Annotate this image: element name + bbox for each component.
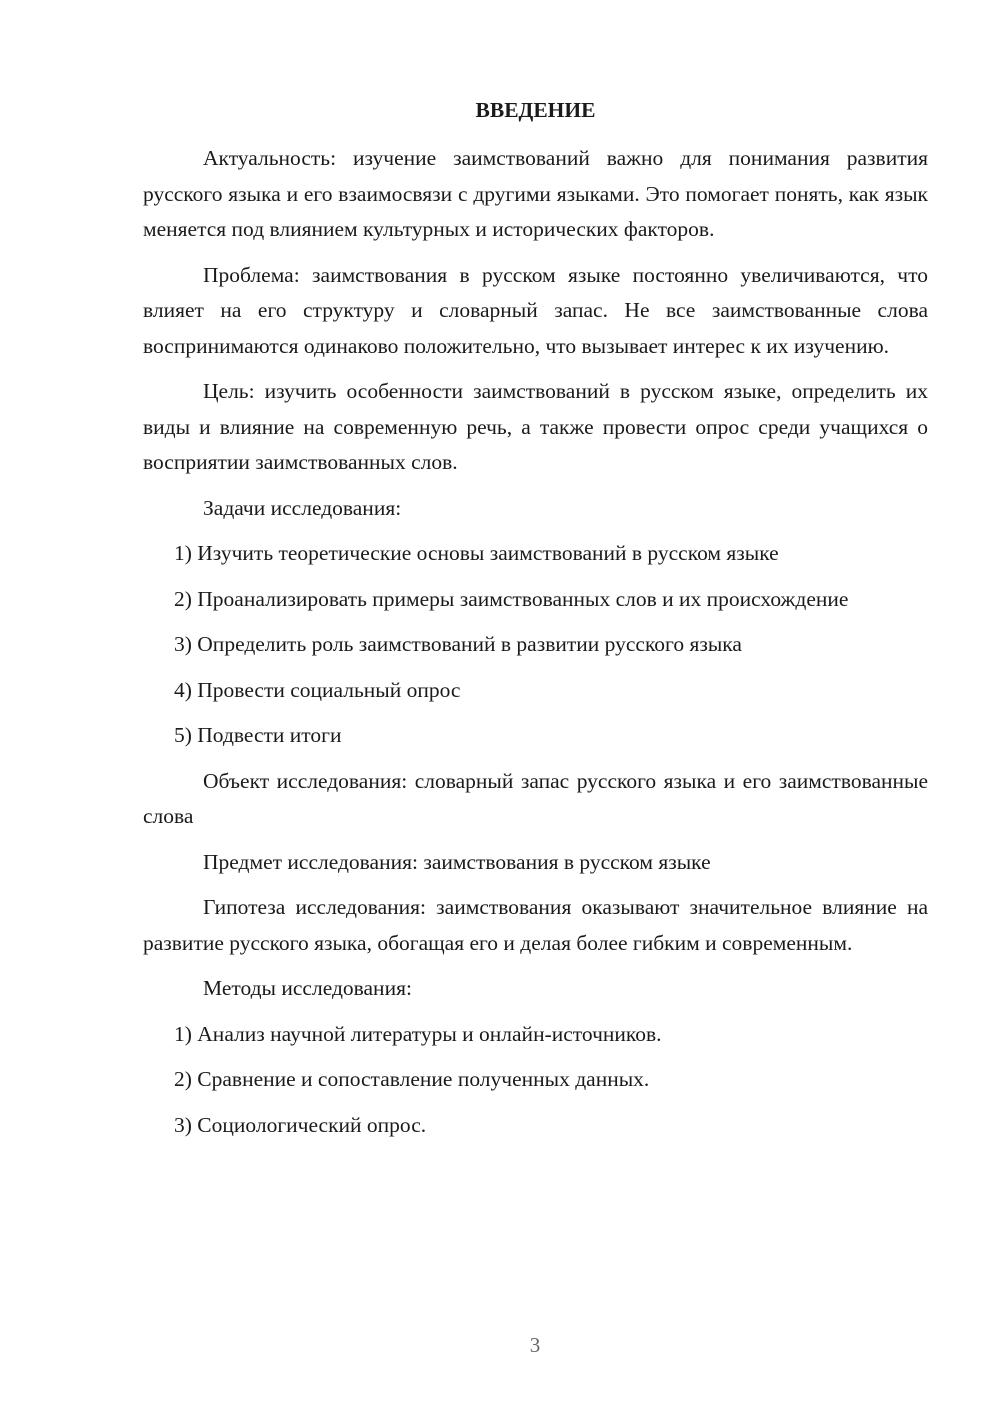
relevance-paragraph: Актуальность: изучение заимствований важно для понимания развития русского языка и его взаимосвязи с другими языками. Это помогает понять, как язык меняется под влиянием культурных и исторических факторов. bbox=[143, 146, 928, 241]
task-item-4: 4) Провести социальный опрос bbox=[174, 677, 461, 702]
problem-paragraph: Проблема: заимствования в русском языке постоянно увеличиваются, что влияет на его структуру и словарный запас. Не все заимствованные слова воспринимаются одинаково положительно, что вызывает интерес к их изучению. bbox=[143, 262, 928, 358]
task-item-1: 1) Изучить теоретические основы заимствований в русском языке bbox=[174, 541, 779, 565]
subject-paragraph: Предмет исследования: заимствования в русском языке bbox=[203, 849, 711, 874]
method-item-2: 2) Сравнение и сопоставление полученных данных. bbox=[174, 1067, 650, 1091]
task-item-3: 3) Определить роль заимствований в развитии русского языка bbox=[174, 632, 742, 656]
task-item-2: 2) Проанализировать примеры заимствованных слов и их происхождение bbox=[174, 586, 849, 611]
method-item-1: 1) Анализ научной литературы и онлайн-источников. bbox=[174, 1021, 662, 1046]
task-item-5: 5) Подвести итоги bbox=[174, 723, 342, 747]
page-title: ВВЕДЕНИЕ bbox=[475, 98, 596, 122]
method-item-3: 3) Социологический опрос. bbox=[174, 1112, 427, 1137]
methods-heading: Методы исследования: bbox=[203, 976, 412, 1000]
goal-paragraph: Цель: изучить особенности заимствований в русском языке, определить их виды и влияние на современную речь, а также провести опрос среди учащихся о восприятии заимствованных слов. bbox=[143, 379, 928, 474]
hypothesis-paragraph: Гипотеза исследования: заимствования оказывают значительное влияние на развитие русского языка, обогащая его и делая более гибким и современным. bbox=[143, 895, 928, 955]
tasks-heading: Задачи исследования: bbox=[203, 495, 402, 520]
document-page bbox=[143, 94, 928, 1153]
page-number: 3 bbox=[529, 1333, 541, 1357]
object-paragraph: Объект исследования: словарный запас русского языка и его заимствованные слова bbox=[143, 768, 928, 828]
